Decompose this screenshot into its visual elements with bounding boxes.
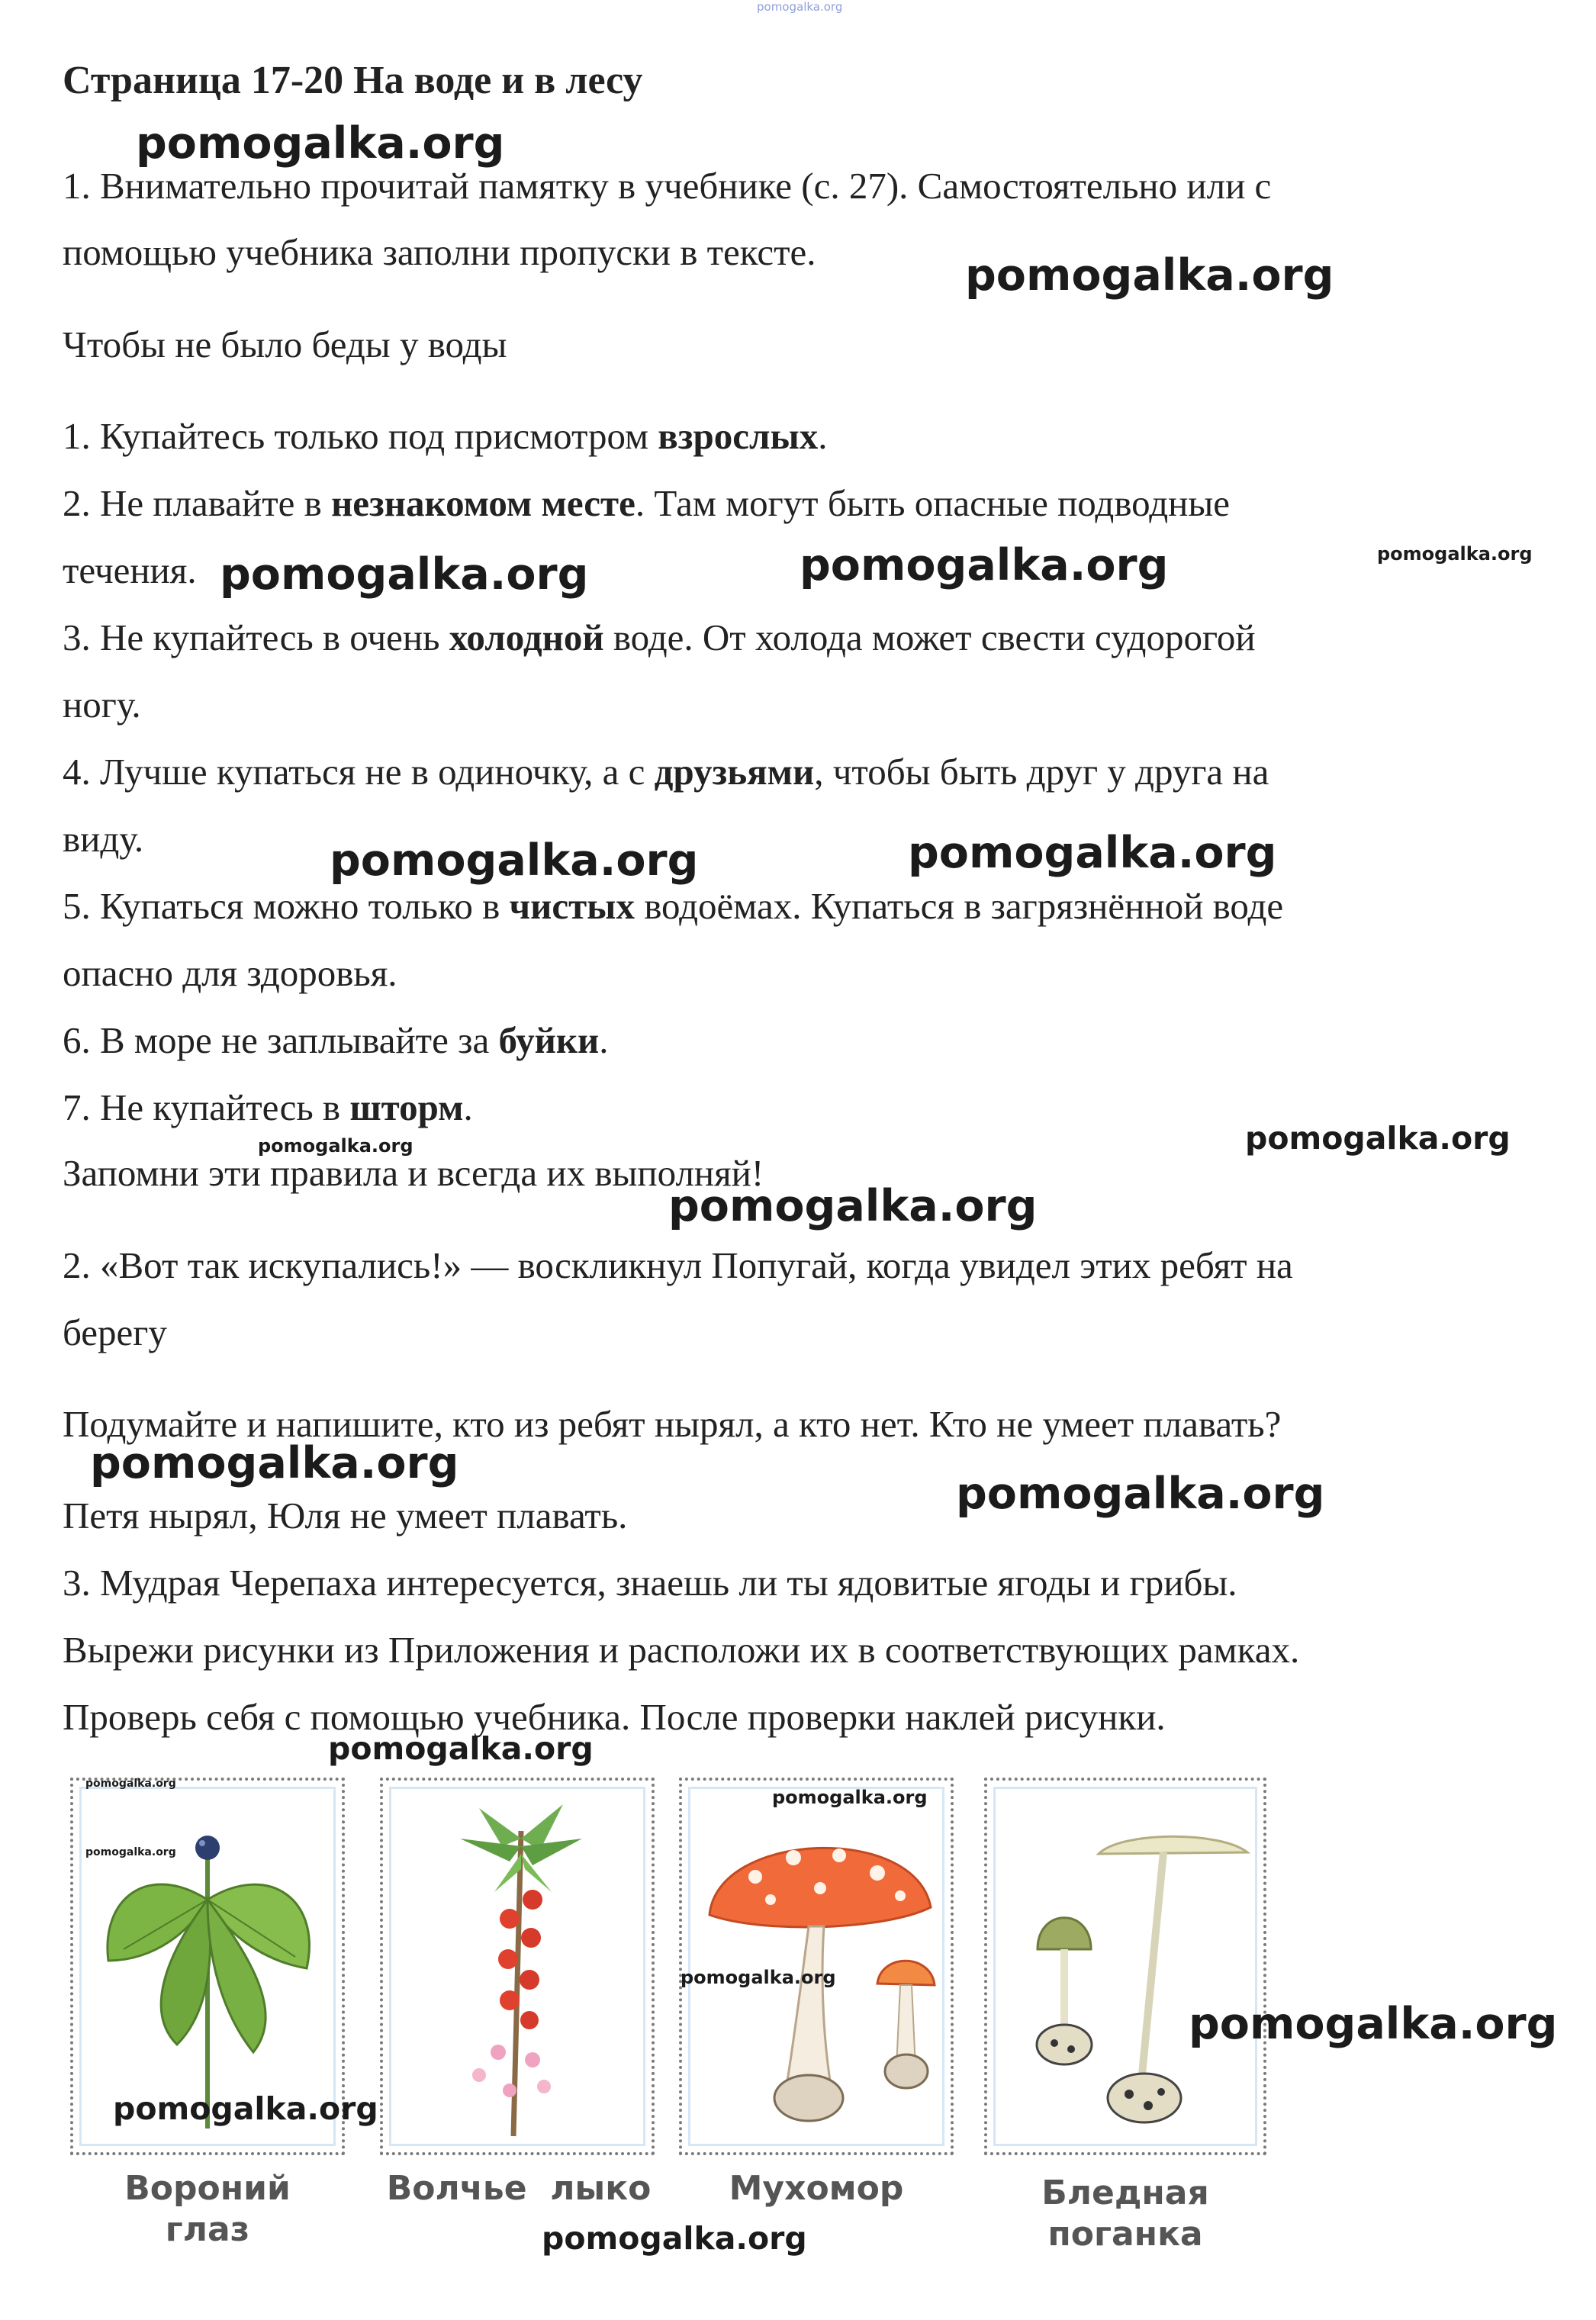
watermark: pomogalka.org — [956, 1469, 1325, 1519]
task1-line2: помощью учебника заполни пропуски в тексте. — [63, 231, 816, 273]
task2-line1: 2. «Вот так искупались!» — воскликнул Попугай, когда увидел этих ребят на — [63, 1244, 1293, 1286]
task3-line3: Проверь себя с помощью учебника. После проверки наклей рисунки. — [63, 1696, 1166, 1738]
task2-question: Подумайте и напишите, кто из ребят нырял, а кто нет. Кто не умеет плавать? — [63, 1403, 1282, 1445]
caption-mukhomor: Мухомор — [729, 2169, 904, 2208]
task1-line1: 1. Внимательно прочитай памятку в учебнике (с. 27). Самостоятельно или с — [63, 165, 1272, 207]
rule-7: 7. Не купайтесь в шторм. — [63, 1086, 473, 1128]
rule-4: 4. Лучше купаться не в одиночку, а с друзьями, чтобы быть друг у друга на — [63, 751, 1269, 793]
task2-answer: Петя нырял, Юля не умеет плавать. — [63, 1495, 628, 1536]
watermark: pomogalka.org — [1245, 1120, 1511, 1157]
watermark: pomogalka.org — [258, 1135, 413, 1157]
watermark: pomogalka.org — [668, 1181, 1038, 1231]
watermark: pomogalka.org — [1377, 543, 1533, 565]
rule-3: 3. Не купайтесь в очень холодной воде. От холода может свести судорогой — [63, 616, 1256, 658]
task3-line2: Вырежи рисунки из Приложения и расположи их в соответствующих рамках. — [63, 1629, 1300, 1671]
watermark: pomogalka.org — [330, 835, 699, 886]
rule-5-cont: опасно для здоровья. — [63, 952, 397, 994]
watermark: pomogalka.org — [908, 828, 1277, 878]
page-title: Страница 17-20 На воде и в лесу — [63, 59, 643, 102]
rule-2-cont: течения. — [63, 549, 197, 591]
rule-6: 6. В море не заплывайте за буйки. — [63, 1019, 609, 1061]
watermark: pomogalka.org — [328, 1730, 594, 1767]
watermark: pomogalka.org — [85, 1778, 176, 1790]
remember-line: Запомни эти правила и всегда их выполняй! — [63, 1152, 764, 1194]
watermark: pomogalka.org — [85, 1846, 176, 1858]
rule-3-cont: ногу. — [63, 684, 141, 726]
watermark-top: pomogalka.org — [757, 0, 843, 14]
watermark: pomogalka.org — [1189, 1999, 1558, 2049]
watermark: pomogalka.org — [136, 118, 505, 169]
volchye-lyko-illustration — [388, 1785, 647, 2144]
task2-line2: берегу — [63, 1311, 167, 1353]
rule-5: 5. Купаться можно только в чистых водоёмах. Купаться в загрязнённой воде — [63, 885, 1284, 927]
rule-1: 1. Купайтесь только под присмотром взрослых. — [63, 415, 828, 457]
caption-blednaya-poganka: Бледная поганка — [1041, 2174, 1209, 2254]
rule-2: 2. Не плавайте в незнакомом месте. Там могут быть опасные подводные — [63, 482, 1231, 524]
watermark: pomogalka.org — [542, 2220, 807, 2257]
watermark: pomogalka.org — [965, 250, 1334, 301]
caption-volchye-lyko: Волчье лыко — [386, 2169, 652, 2208]
watermark: pomogalka.org — [772, 1787, 928, 1808]
watermark: pomogalka.org — [113, 2090, 378, 2127]
watermark: pomogalka.org — [90, 1438, 459, 1488]
caption-voroniy-glaz: Вороний глаз — [124, 2169, 291, 2249]
rule-4-cont: виду. — [63, 818, 144, 860]
card-volchye-lyko — [380, 1778, 655, 2155]
task3-line1: 3. Мудрая Черепаха интересуется, знаешь ли ты ядовитые ягоды и грибы. — [63, 1562, 1237, 1604]
watermark: pomogalka.org — [800, 540, 1169, 590]
rules-heading: Чтобы не было беды у воды — [63, 323, 507, 365]
watermark: pomogalka.org — [220, 549, 589, 600]
blednaya-poganka-illustration — [992, 1785, 1259, 2144]
watermark: pomogalka.org — [681, 1967, 836, 1988]
card-blednaya-poganka — [984, 1778, 1266, 2155]
mukhomor-illustration — [687, 1785, 946, 2144]
